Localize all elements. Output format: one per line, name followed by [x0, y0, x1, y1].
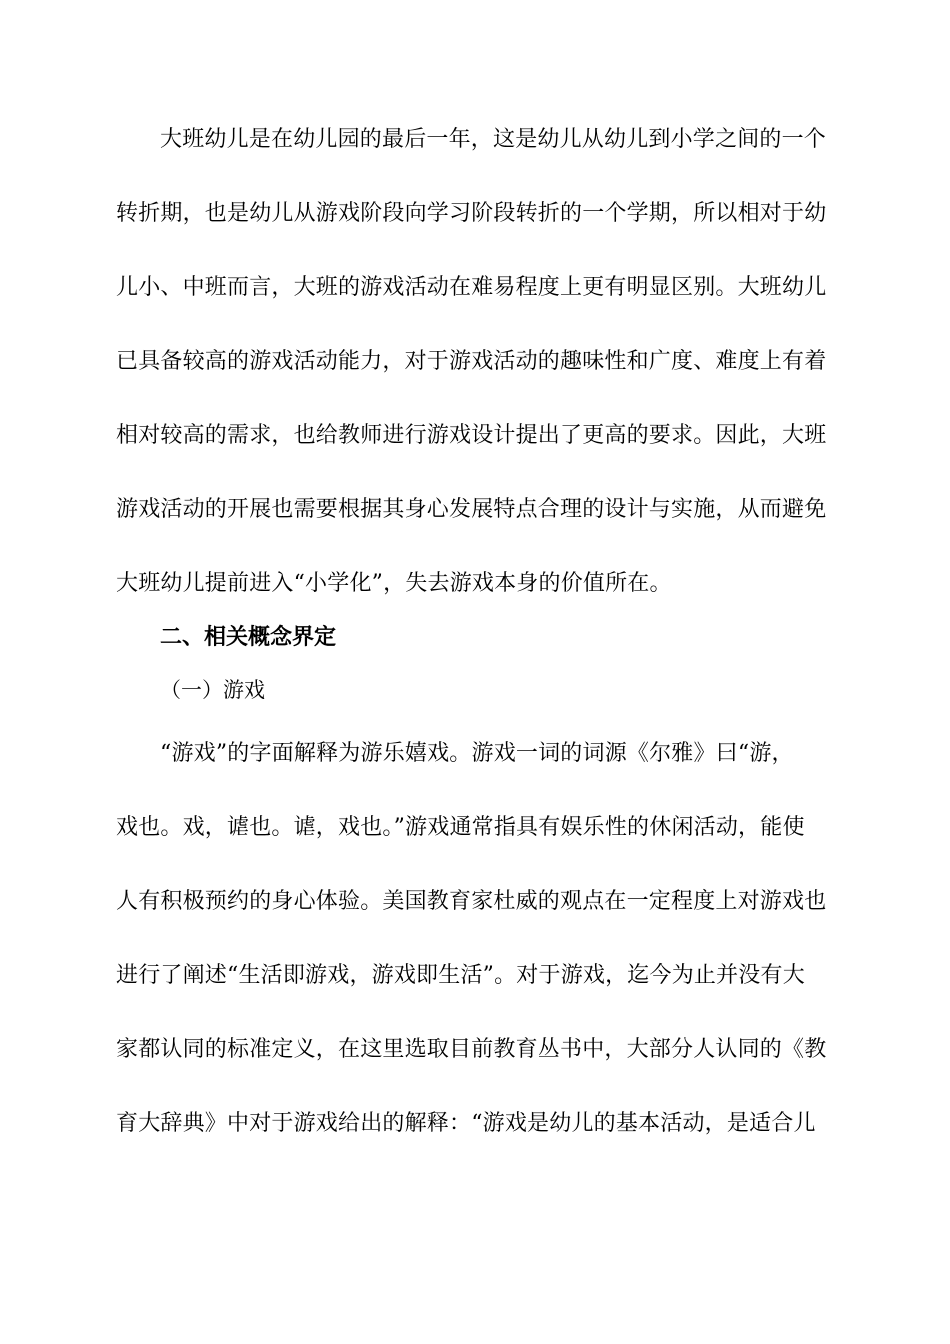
paragraph-2-line-4: 进行了阐述“生活即游戏，游戏即生活”。对于游戏，迄今为止并没有大 — [116, 963, 805, 988]
paragraph-1-line-5: 相对较高的需求，也给教师进行游戏设计提出了更高的要求。因此，大班 — [116, 423, 827, 448]
paragraph-2-line-3: 人有积极预约的身心体验。美国教育家杜威的观点在一定程度上对游戏也 — [116, 889, 827, 914]
paragraph-1-line-4: 已具备较高的游戏活动能力，对于游戏活动的趣味性和广度、难度上有着 — [116, 349, 827, 374]
paragraph-2-line-1: “游戏”的字面解释为游乐嬉戏。游戏一词的词源《尔雅》曰“游， — [160, 741, 794, 766]
paragraph-1-line-2: 转折期，也是幼儿从游戏阶段向学习阶段转折的一个学期，所以相对于幼 — [116, 201, 827, 226]
paragraph-1-line-7: 大班幼儿提前进入“小学化”，失去游戏本身的价值所在。 — [116, 571, 672, 596]
paragraph-2-line-6: 育大辞典》中对于游戏给出的解释：“游戏是幼儿的基本活动，是适合儿 — [116, 1111, 816, 1136]
paragraph-1-line-3: 儿小、中班而言，大班的游戏活动在难易程度上更有明显区别。大班幼儿 — [116, 275, 827, 300]
paragraph-1-line-1: 大班幼儿是在幼儿园的最后一年，这是幼儿从幼儿到小学之间的一个 — [160, 127, 827, 152]
section-heading: 二、相关概念界定 — [160, 625, 337, 650]
paragraph-1-line-6: 游戏活动的开展也需要根据其身心发展特点合理的设计与实施，从而避免 — [116, 497, 827, 522]
paragraph-2-line-5: 家都认同的标准定义，在这里选取目前教育丛书中，大部分人认同的《教 — [116, 1037, 827, 1062]
paragraph-2-line-2: 戏也。戏，谑也。谑，戏也。”游戏通常指具有娱乐性的休闲活动，能使 — [116, 815, 805, 840]
subsection-heading: （一）游戏 — [160, 678, 265, 702]
